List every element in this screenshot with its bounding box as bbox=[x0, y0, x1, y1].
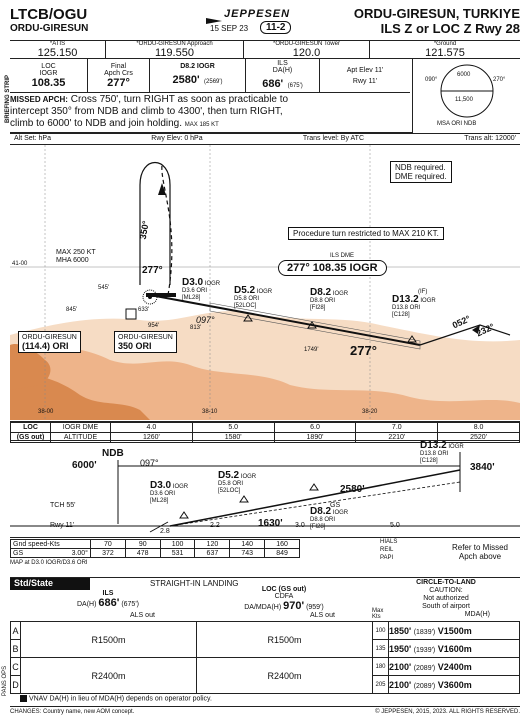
fix-d82-label: D8.2 IOGR D8.8 ORI [FI28] bbox=[310, 287, 349, 311]
title-procedure: ILS Z or LOC Z Rwy 28 bbox=[380, 21, 520, 36]
msa-circle bbox=[412, 59, 520, 133]
holding-mha: MHA 6000 bbox=[56, 257, 89, 264]
holding-max: MAX 250 KT bbox=[56, 249, 96, 256]
frequency-row bbox=[10, 40, 520, 59]
runway bbox=[146, 293, 176, 297]
brief-elevations: Apt Elev 11' Rwy 11' bbox=[346, 66, 384, 85]
brief-gs-check: D8.2 IOGR 2580' (2569') bbox=[150, 59, 246, 92]
holding-course: 350° bbox=[137, 219, 151, 241]
profile-d132: D13.2 IOGR D13.8 ORI [C128] bbox=[420, 440, 464, 464]
jeppesen-brand: JEPPESEN bbox=[224, 8, 291, 20]
msa-south: 11,500 bbox=[455, 97, 473, 103]
loc-minima-header: LOC (GS out) CDFA DA/MDA(H) 970' (959') bbox=[244, 586, 324, 612]
freq-ground: *Ground 121.575 bbox=[425, 40, 465, 59]
profile-tch: TCH 55' bbox=[50, 502, 76, 509]
airport-code: LTCB/OGU bbox=[10, 6, 88, 23]
lat-41-00: 41-00 bbox=[12, 261, 28, 267]
pans-ops: PANS OPS bbox=[2, 665, 9, 697]
groundspeed-table: Gnd speed-Kts 70 90 100 120 140 160 GS 3.00° 372 478 531 637 743 849 MAP at D3.0 IOGR/D3.6 ORI bbox=[10, 539, 300, 567]
ils-minima-header: ILS DA(H) 686' (675') bbox=[76, 590, 139, 609]
profile-d82: D8.2 IOGR D8.8 ORI [FI28] bbox=[310, 506, 349, 530]
refer-missed: Refer to Missed Apch above bbox=[451, 543, 509, 561]
altimeter-row bbox=[10, 133, 520, 145]
std-state: Std/State bbox=[10, 578, 90, 590]
minima-row-c: C R2400m R2400m 180 2100' (2089') V2400m bbox=[11, 658, 520, 676]
lighting-info: HIALS REIL PAPI bbox=[380, 539, 398, 561]
plan-view-map bbox=[10, 145, 520, 420]
copyright: © JEPPESEN, 2015, 2023. ALL RIGHTS RESERVED. bbox=[375, 709, 520, 715]
note-marker-icon bbox=[20, 695, 27, 702]
spot-elev-4: 954' bbox=[148, 323, 160, 329]
fix-d132-label: (IF) D13.2 IOGR D13.8 ORI [C128] bbox=[392, 289, 436, 318]
freq-tower: *ORDU-GIRESUN Tower 120.0 bbox=[244, 41, 370, 58]
pt-inbound: 232° bbox=[474, 321, 496, 339]
spot-elev-1: 545' bbox=[98, 285, 110, 291]
minima-table bbox=[10, 621, 520, 694]
briefing-strip-label: BRIEFING STRIP bbox=[5, 74, 11, 123]
briefing-row bbox=[10, 59, 410, 93]
spot-elev-6: 1749' bbox=[304, 347, 319, 353]
lon-38-00: 38-00 bbox=[38, 409, 54, 415]
brief-ils-da: ILS DA(H) 686' (675') bbox=[246, 59, 320, 92]
profile-2580: 2580' bbox=[340, 484, 365, 495]
footer bbox=[10, 706, 520, 715]
ils-dme-label: ILS DME bbox=[330, 253, 355, 259]
procedure-turn-note: Procedure turn restricted to MAX 210 KT. bbox=[288, 227, 444, 240]
brief-loc: LOC IOGR 108.35 bbox=[10, 59, 88, 92]
changes-note: CHANGES: Country name, new AOM concept. bbox=[10, 709, 135, 715]
ils-course-box: 277° 108.35 IOGR bbox=[278, 260, 387, 276]
plan-view bbox=[10, 145, 520, 420]
profile-1630: 1630' bbox=[258, 518, 283, 529]
profile-3840: 3840' bbox=[470, 462, 495, 473]
chart-index: 11-2 bbox=[260, 21, 291, 34]
trans-alt: Trans alt: 12000' bbox=[464, 135, 516, 142]
title-city: ORDU-GIRESUN, TURKIYE bbox=[353, 6, 520, 21]
chart-header bbox=[10, 6, 520, 40]
final-course-label: 277° bbox=[350, 343, 377, 358]
profile-rwy: Rwy 11' bbox=[50, 522, 75, 529]
spot-elev-2: 845' bbox=[66, 307, 78, 313]
freq-atis: *ATIS 125.150 bbox=[10, 41, 106, 58]
profile-view bbox=[10, 442, 520, 538]
lon-38-20: 38-20 bbox=[362, 409, 378, 415]
profile-6000: 6000' bbox=[72, 460, 97, 471]
chart-date: 15 SEP 23 bbox=[210, 24, 249, 33]
als-out-ils: ALS out bbox=[130, 612, 155, 619]
profile-d3: D3.0 IOGR D3.6 ORI [ML28] bbox=[150, 480, 189, 504]
vor-label: ORDU-GIRESUN 350 ORI bbox=[114, 331, 177, 353]
ndb-label: ORDU-GIRESUN (114.4) ORI bbox=[18, 331, 81, 353]
vnav-note: VNAV DA(H) in lieu of MDA(H) depends on operator policy. bbox=[20, 695, 212, 702]
vor-symbol bbox=[126, 309, 136, 319]
minima-row-d: D 205 2100' (2089') V3600m bbox=[11, 676, 520, 694]
jeppesen-logo-icon bbox=[206, 11, 222, 17]
freq-approach: *ORDU-GIRESUN Approach 119.550 bbox=[106, 41, 244, 58]
course-097: 097° bbox=[196, 315, 215, 325]
spot-elev-3: 633' bbox=[138, 307, 150, 313]
profile-d52: D5.2 IOGR D5.8 ORI [52LOC] bbox=[218, 470, 257, 494]
dme-altitude-table: LOC IOGR DME 4.0 5.0 6.0 7.0 8.0 (GS out) ALTITUDE 1260' 1580' 1890' 2210' 2520' bbox=[10, 421, 520, 441]
fix-d52-label: D5.2 IOGR D5.8 ORI [52LOC] bbox=[234, 285, 273, 309]
circle-header: CIRCLE-TO-LAND CAUTION: Not authorized South of airport MDA(H) bbox=[416, 579, 490, 618]
trans-level: Trans level: By ATC bbox=[302, 135, 364, 142]
inbound-course: 277° bbox=[142, 265, 163, 276]
profile-ndb: NDB bbox=[102, 448, 124, 459]
pt-outbound: 052° bbox=[450, 313, 472, 331]
map-note: MAP at D3.0 IOGR/D3.6 ORI bbox=[10, 560, 88, 566]
profile-097: 097° bbox=[140, 458, 159, 468]
straight-in-title: STRAIGHT-IN LANDING bbox=[150, 579, 239, 588]
missed-approach: MISSED APCH: Cross 750', turn RIGHT as soon as practicable to intercept 350° from NDB and climb to 4300', then turn RIGHT, climb to 6000' to NDB and join holding. MAX 185 KT bbox=[10, 94, 412, 133]
msa-east: 270° bbox=[493, 77, 506, 83]
fix-d3-label: D3.0 IOGR D3.6 ORI [ML28] bbox=[182, 277, 221, 301]
max-kts: Max Kts bbox=[372, 608, 384, 620]
profile-dist3: 3.0 bbox=[295, 522, 305, 529]
spot-elev-5: 813' bbox=[190, 325, 202, 331]
equipment-note: NDB required. DME required. bbox=[390, 161, 452, 183]
profile-dist2: 2.2 bbox=[210, 522, 220, 529]
msa-north: 6000 bbox=[457, 72, 471, 78]
msa-west: 090° bbox=[425, 77, 438, 83]
lon-38-10: 38-10 bbox=[202, 409, 218, 415]
als-out-loc: ALS out bbox=[310, 612, 335, 619]
airport-name: ORDU-GIRESUN bbox=[10, 23, 89, 34]
msa-label: MSA ORI NDB bbox=[437, 121, 477, 127]
alt-set: Alt Set: hPa bbox=[14, 135, 51, 142]
rwy-elev-hpa: Rwy Elev: 0 hPa bbox=[151, 135, 203, 142]
minima-row-b: B 135 1950' (1939') V1600m bbox=[11, 640, 520, 658]
minimums-block bbox=[2, 577, 520, 703]
brief-final-course: Final Apch Crs 277° bbox=[88, 59, 150, 92]
minima-row-a: A R1500m R1500m 100 1850' (1839') V1500m bbox=[11, 622, 520, 640]
profile-dist1: 2.8 bbox=[160, 528, 170, 535]
profile-gs: GS bbox=[330, 502, 341, 509]
profile-dist4: 5.0 bbox=[390, 522, 400, 529]
